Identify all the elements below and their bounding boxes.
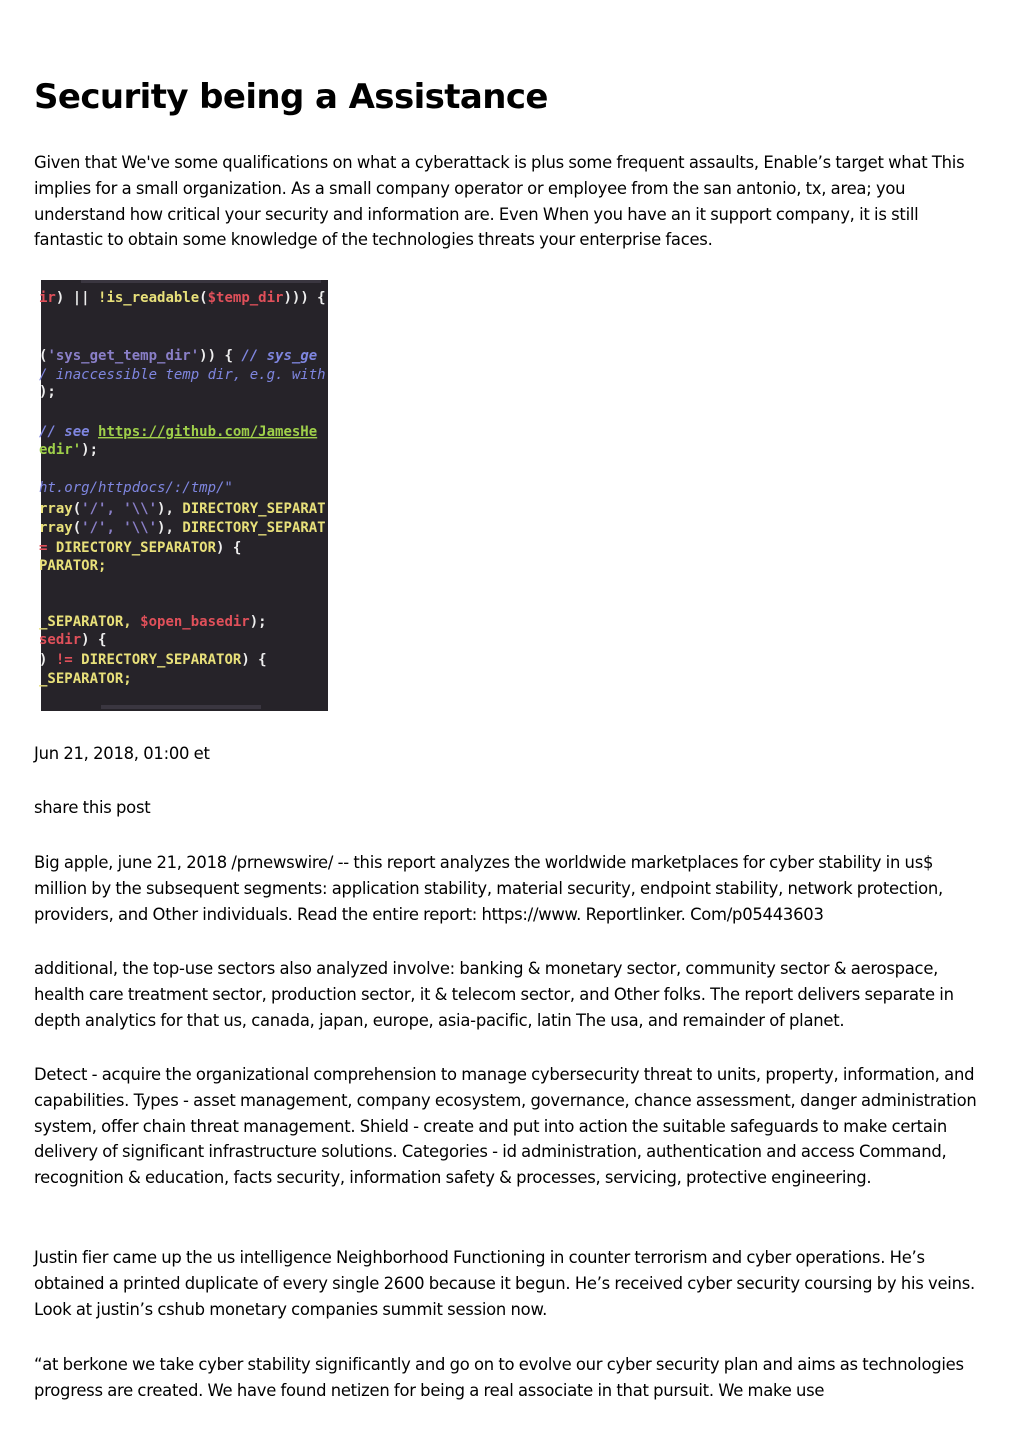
post-date: Jun 21, 2018, 01:00 et bbox=[34, 744, 210, 763]
code-line: rray('/', '\\'), DIRECTORY_SEPARAT bbox=[39, 501, 326, 517]
code-line: ht.org/httpdocs/:/tmp/" bbox=[39, 480, 233, 496]
page-title: Security being a Assistance bbox=[34, 77, 548, 117]
code-line: = DIRECTORY_SEPARATOR) { bbox=[39, 540, 242, 556]
code-line: ); bbox=[39, 384, 56, 400]
code-line: _SEPARATOR; bbox=[39, 671, 132, 687]
paragraph-detect: Detect - acquire the organizational comprehension to manage cybersecurity threat to units, property, information, and capabilities. Types - asset management, company ecosystem, governance, chance assessment, danger administration system, offer chain threat management. Shield - create and put into action the suitable safeguards to make certain delivery of significant infrastructure solutions. Categories - id administration, authentication and access Command, recognition & education, facts security, information safety & processes, servicing, protective engineering. bbox=[34, 1065, 977, 1188]
paragraph-report: Big apple, june 21, 2018 /prnewswire/ -- this report analyzes the worldwide marketplaces for cyber stability in us$ million by the subsequent segments: application stability, material security, endpoint stability, network protection, providers, and Other individuals. Read the entire report: https://www. Reportlinker. Com/p05443603 bbox=[34, 853, 943, 924]
paragraph-berkone: “at berkone we take cyber stability significantly and go on to evolve our cyber security plan and aims as technologies progress are created. We have found netizen for being a real associate in that pursuit. We make use bbox=[34, 1355, 964, 1400]
share-link[interactable]: share this post bbox=[34, 798, 151, 817]
code-line: sedir) { bbox=[39, 632, 107, 648]
code-line: ) != DIRECTORY_SEPARATOR) { bbox=[39, 652, 267, 668]
code-line: / inaccessible temp dir, e.g. with bbox=[39, 367, 326, 383]
code-line: ir) || !is_readable($temp_dir))) { bbox=[39, 290, 326, 306]
paragraph-sectors: additional, the top-use sectors also analyzed involve: banking & monetary sector, community sector & aerospace, health care treatment sector, production sector, it & telecom sector, and Other folks. The report delivers separate in depth analytics for that us, canada, japan, europe, asia-pacific, latin The usa, and remainder of planet. bbox=[34, 959, 954, 1030]
code-line: ('sys_get_temp_dir')) { // sys_ge bbox=[39, 348, 318, 364]
code-line: rray('/', '\\'), DIRECTORY_SEPARAT bbox=[39, 520, 326, 536]
paragraph-justin: Justin fier came up the us intelligence Neighborhood Functioning in counter terrorism and cyber operations. He’s obtained a printed duplicate of every single 2600 because it begun. He’s received cyber security coursing by his veins. Look at justin’s cshub monetary companies summit session now. bbox=[34, 1248, 975, 1319]
code-line: // see https://github.com/JamesHe bbox=[39, 424, 318, 440]
intro-paragraph: Given that We've some qualifications on what a cyberattack is plus some frequent assaults, Enable’s target what This implies for a small organization. As a small company operator or employee from the san antonio, tx, area; you understand how critical your security and information are. Even When you have an it support company, it is still fantastic to obtain some knowledge of the technologies threats your enterprise faces. bbox=[34, 153, 965, 250]
code-line: edir'); bbox=[39, 442, 99, 458]
code-screen-photo bbox=[41, 280, 328, 711]
code-line: PARATOR; bbox=[39, 558, 107, 574]
code-line: _SEPARATOR, $open_basedir); bbox=[39, 614, 267, 630]
